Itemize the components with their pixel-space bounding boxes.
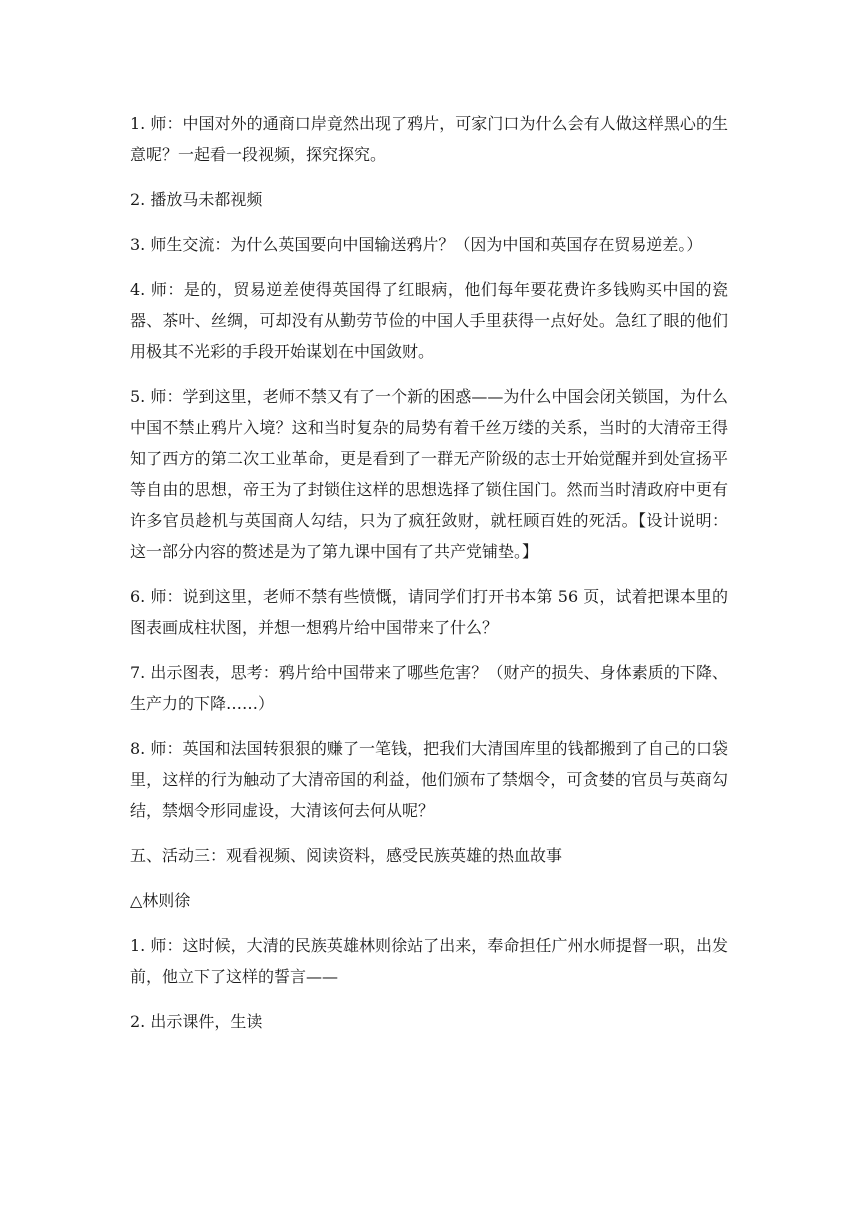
paragraph-3: 3. 师生交流：为什么英国要向中国输送鸦片？（因为中国和英国存在贸易逆差。） (130, 235, 703, 254)
section-heading-activity-3: 五、活动三：观看视频、阅读资料，感受民族英雄的热血故事 (130, 846, 563, 865)
paragraph-2: 2. 播放马未都视频 (130, 190, 263, 209)
paragraph-7: 7. 出示图表，思考：鸦片给中国带来了哪些危害？（财产的损失、身体素质的下降、生产力的下降……） (130, 663, 728, 713)
document-body (130, 108, 728, 1051)
paragraph-1: 1. 师：中国对外的通商口岸竟然出现了鸦片，可家门口为什么会有人做这样黑心的生意呢？一起看一段视频，探究探究。 (130, 114, 728, 164)
paragraph-9: 1. 师：这时候，大清的民族英雄林则徐站了出来，奉命担任广州水师提督一职，出发前，他立下了这样的誓言—— (130, 936, 728, 986)
paragraph-6: 6. 师：说到这里，老师不禁有些愤慨，请同学们打开书本第 56 页，试着把课本里的图表画成柱状图，并想一想鸦片给中国带来了什么？ (130, 587, 728, 637)
paragraph-10: 2. 出示课件，生读 (130, 1012, 263, 1031)
paragraph-8: 8. 师：英国和法国转狠狠的赚了一笔钱，把我们大清国库里的钱都搬到了自己的口袋里，这样的行为触动了大清帝国的利益，他们颁布了禁烟令，可贪婪的官员与英商勾结，禁烟令形同虚设，大清该何去何从呢？ (130, 739, 728, 820)
paragraph-4: 4. 师：是的，贸易逆差使得英国得了红眼病，他们每年要花费许多钱购买中国的瓷器、茶叶、丝绸，可却没有从勤劳节俭的中国人手里获得一点好处。急红了眼的他们用极其不光彩的手段开始谋划在中国敛财。 (130, 280, 728, 361)
subheading-lin-zexu: △林则徐 (130, 891, 191, 910)
paragraph-5: 5. 师：学到这里，老师不禁又有了一个新的困惑——为什么中国会闭关锁国，为什么中国不禁止鸦片入境？这和当时复杂的局势有着千丝万缕的关系，当时的大清帝王得知了西方的第二次工业革命，更是看到了一群无产阶级的志士开始觉醒并到处宣扬平等自由的思想，帝王为了封锁住这样的思想选择了锁住国门。然而当时清政府中更有许多官员趁机与英国商人勾结，只为了疯狂敛财，就枉顾百姓的死活。【设计说明：这一部分内容的赘述是为了第九课中国有了共产党铺垫。】 (130, 387, 728, 561)
